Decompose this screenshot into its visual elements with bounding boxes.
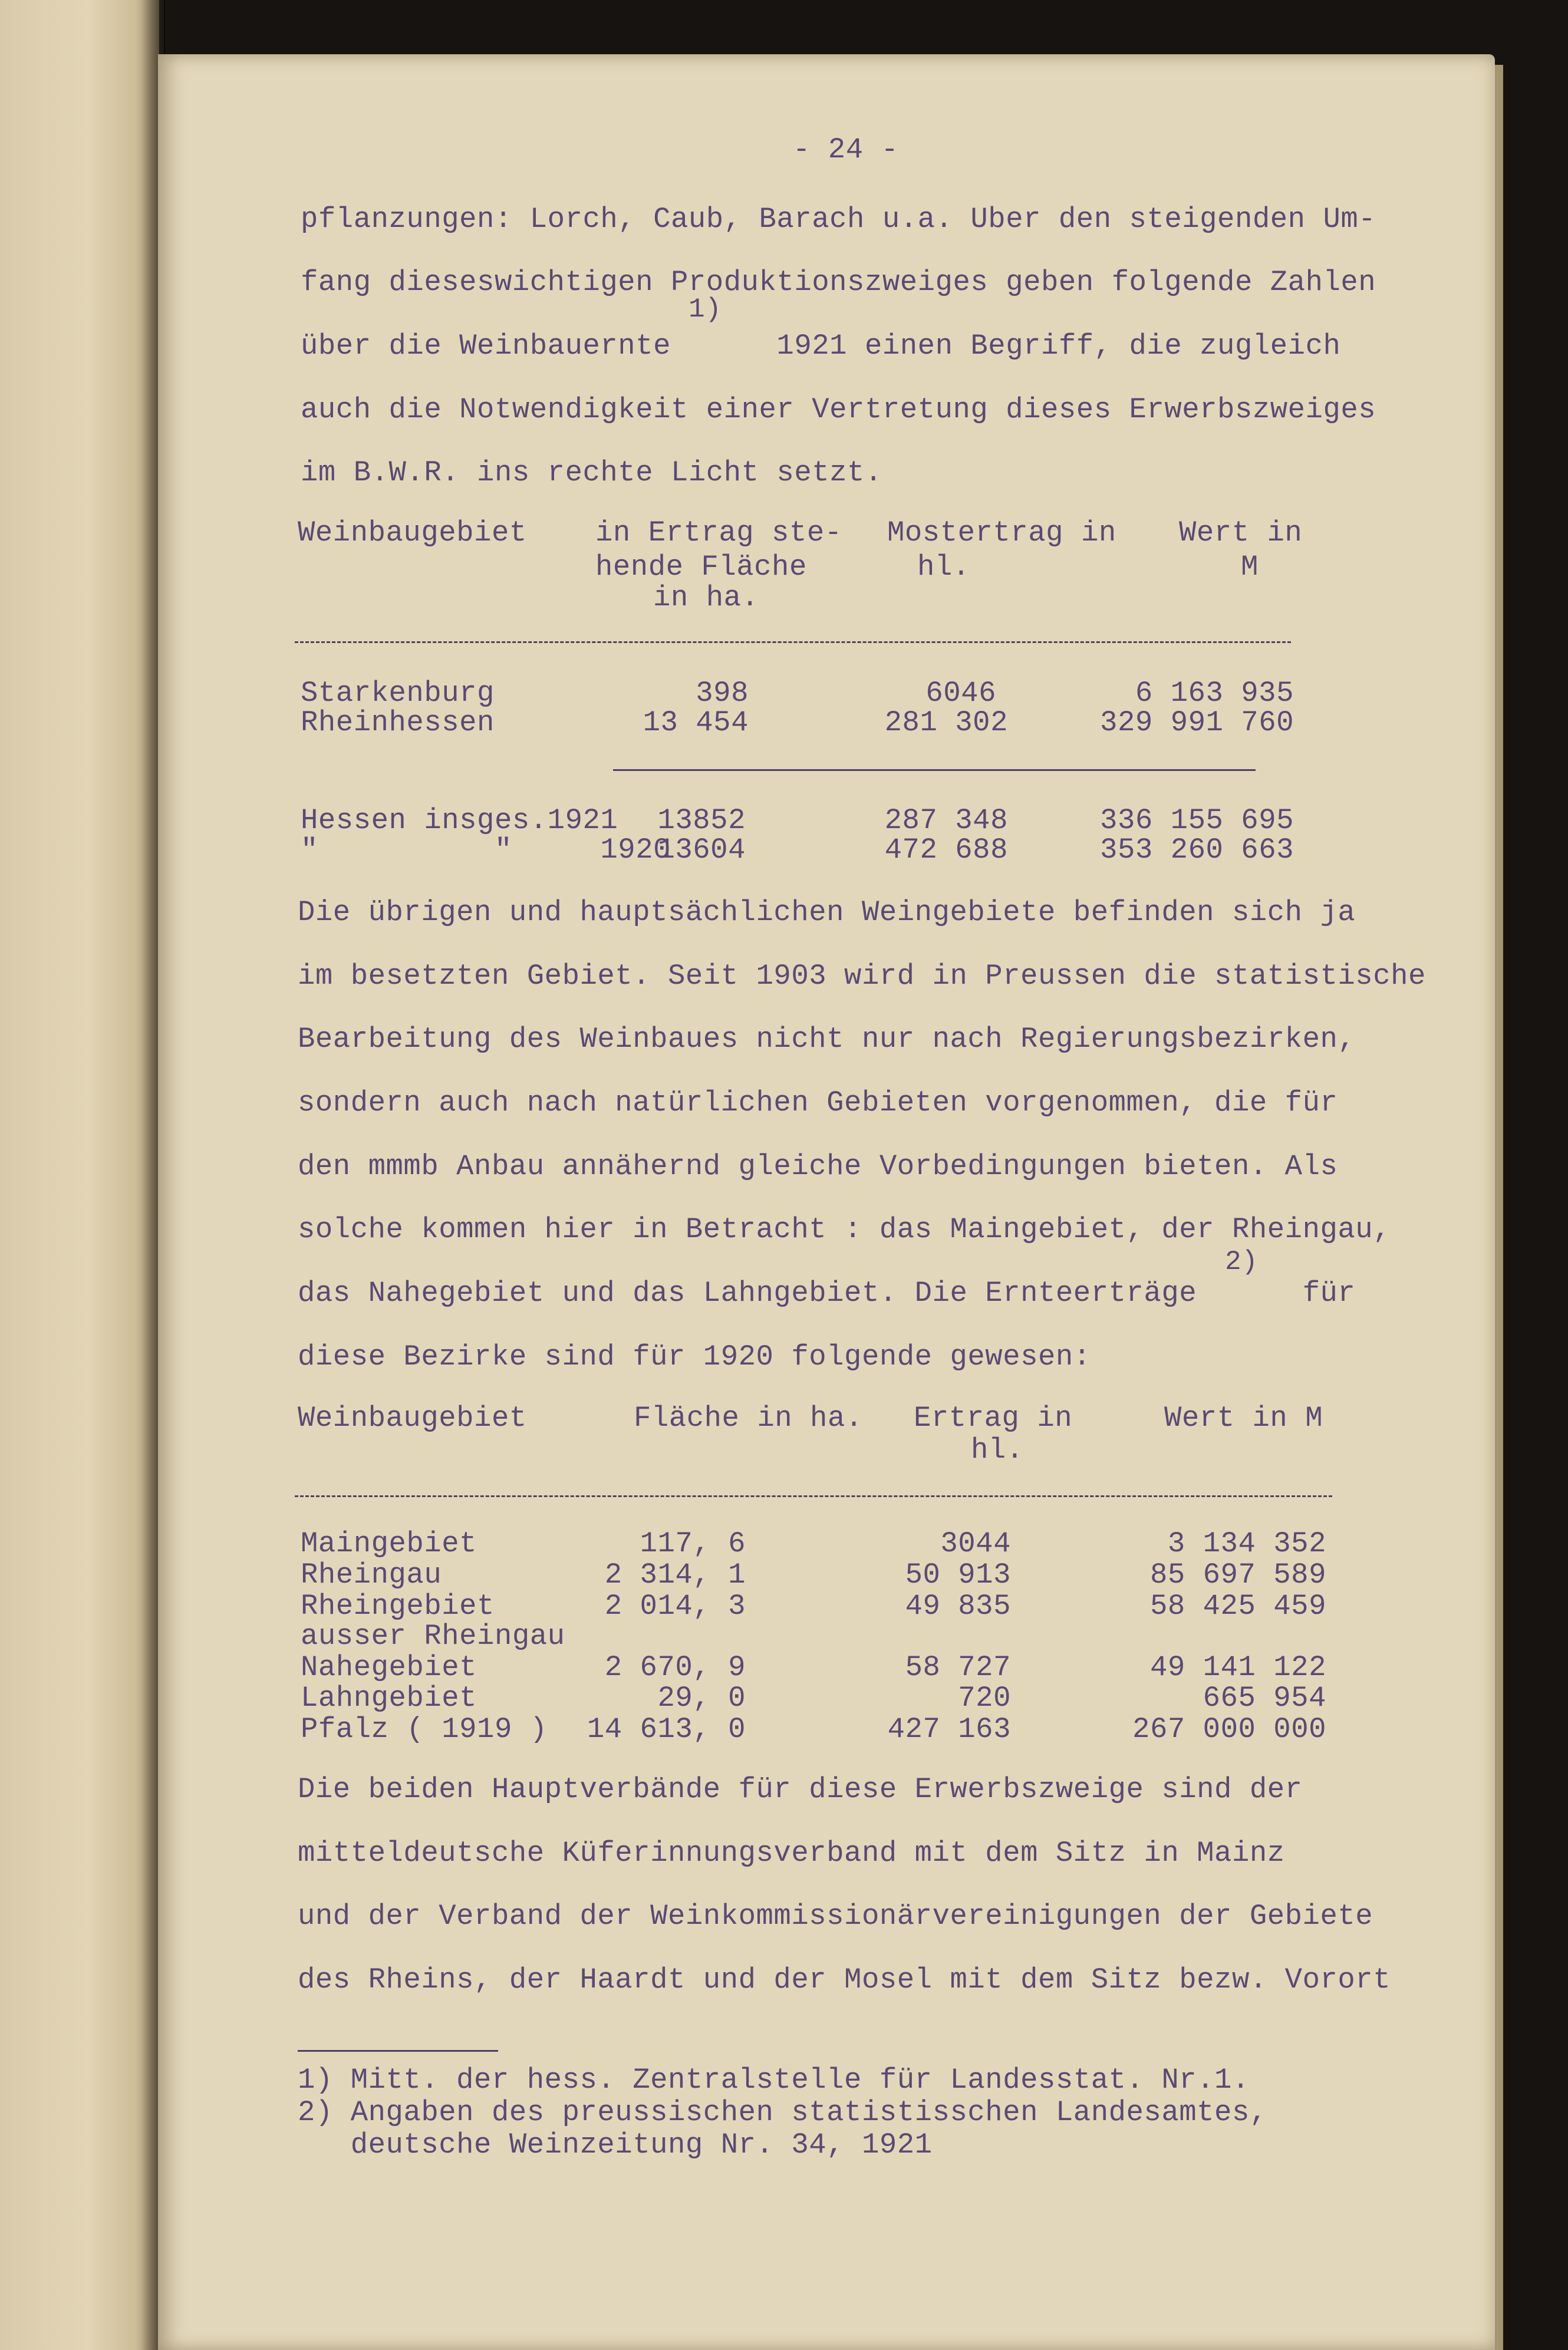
page-edge xyxy=(1495,65,1503,2350)
table1-total2-area: 13604 xyxy=(657,833,746,866)
table1-row1-area: 398 xyxy=(696,677,749,710)
page-number: - 24 - xyxy=(793,133,899,166)
paragraph1-line-5: im B.W.R. ins rechte Licht setzt. xyxy=(301,456,882,489)
table1-row2-yield: 281 302 xyxy=(884,706,1008,739)
footnote-1: 1) Mitt. der hess. Zentralstelle für Landesstat. Nr.1. xyxy=(298,2064,1250,2097)
table1-total2-yield: 472 688 xyxy=(884,833,1008,866)
table2-row7-yield: 427 163 xyxy=(887,1713,1011,1746)
table1-header-region: Weinbaugebiet xyxy=(298,516,527,549)
footnote-mark-1: 1) xyxy=(689,294,722,325)
paragraph1-line-4: auch die Notwendigkeit einer Vertretung dieses Erwerbszweiges xyxy=(301,393,1376,426)
table2-row2-yield: 50 913 xyxy=(905,1558,1011,1591)
table2-row5-yield: 58 727 xyxy=(905,1651,1011,1684)
paragraph2-line-2: im besetzten Gebiet. Seit 1903 wird in Preussen die statistische xyxy=(298,960,1426,993)
table2-header-rule xyxy=(295,1495,1332,1497)
table1-total-rule xyxy=(613,769,1256,771)
table2-row6-value: 665 954 xyxy=(1203,1682,1326,1715)
table1-total1-area: 13852 xyxy=(657,804,746,837)
table2-row2-area: 2 314, 1 xyxy=(604,1558,746,1591)
table1-row1-value: 6 163 935 xyxy=(1135,677,1294,710)
paragraph1-line-1: pflanzungen: Lorch, Caub, Barach u.a. Uber den steigenden Um- xyxy=(301,203,1376,236)
paragraph2-line-6: solche kommen hier in Betracht : das Maingebiet, der Rheingau, xyxy=(298,1213,1391,1246)
footnote-2: 2) Angaben des preussischen statistisschen Landesamtes, xyxy=(298,2096,1267,2129)
table2-row5-area: 2 670, 9 xyxy=(604,1651,746,1684)
table1-total1-yield: 287 348 xyxy=(884,804,1008,837)
left-page-edge xyxy=(0,0,164,2350)
table1-row2-area: 13 454 xyxy=(643,706,749,739)
paragraph3-line-1: Die beiden Hauptverbände für diese Erwerbszweige sind der xyxy=(298,1773,1303,1806)
table1-header-yield-1: Mostertrag in xyxy=(887,516,1116,549)
table2-row3-value: 58 425 459 xyxy=(1149,1590,1326,1623)
paragraph3-line-3: und der Verband der Weinkommissionärvereinigungen der Gebiete xyxy=(298,1900,1373,1933)
paragraph2-line-3: Bearbeitung des Weinbaues nicht nur nach Regierungsbezirken, xyxy=(298,1023,1356,1056)
table2-row7-area: 14 613, 0 xyxy=(587,1713,746,1746)
table1-total2-value: 353 260 663 xyxy=(1100,833,1294,866)
paragraph2-line-7: das Nahegebiet und das Lahngebiet. Die Ernteerträge für xyxy=(298,1277,1356,1310)
table2-header-area: Fläche in ha. xyxy=(634,1402,863,1435)
table1-header-value-2: M xyxy=(1241,551,1259,584)
paragraph2-line-8: diese Bezirke sind für 1920 folgende gewesen: xyxy=(298,1340,1091,1373)
table2-header-yield-1: Ertrag in xyxy=(914,1402,1073,1435)
table2-row3-yield: 49 835 xyxy=(905,1590,1011,1623)
table2-header-yield-2: hl. xyxy=(971,1433,1024,1466)
table1-row1-yield: 6046 xyxy=(925,677,996,710)
table2-row1-region: Maingebiet xyxy=(301,1527,477,1560)
table1-row1-region: Starkenburg xyxy=(301,677,495,710)
table2-row3-area: 2 014, 3 xyxy=(604,1590,746,1623)
table1-header-value-1: Wert in xyxy=(1179,516,1303,549)
table2-row7-value: 267 000 000 xyxy=(1132,1713,1326,1746)
paragraph1-line-2: fang dieseswichtigen Produktionszweiges geben folgende Zahlen xyxy=(301,266,1376,299)
table1-header-area-3: in ha. xyxy=(653,581,759,614)
table2-row6-region: Lahngebiet xyxy=(301,1682,477,1715)
table2-header-value: Wert in M xyxy=(1164,1402,1323,1435)
table2-header-region: Weinbaugebiet xyxy=(298,1402,527,1435)
table1-header-yield-2: hl. xyxy=(917,551,970,584)
table2-row5-value: 49 141 122 xyxy=(1149,1651,1326,1684)
table2-row7-region: Pfalz ( 1919 ) xyxy=(301,1713,548,1746)
table1-header-area-2: hende Fläche xyxy=(595,551,807,584)
table1-header-rule xyxy=(295,641,1291,643)
footnote-rule xyxy=(298,2050,498,2052)
footnote-mark-2: 2) xyxy=(1225,1247,1259,1277)
footnote-2-continued: deutsche Weinzeitung Nr. 34, 1921 xyxy=(298,2128,933,2161)
table2-row6-area: 29, 0 xyxy=(657,1682,746,1715)
table2-row1-yield: 3044 xyxy=(940,1527,1011,1560)
paragraph2-line-1: Die übrigen und hauptsächlichen Weingebiete befinden sich ja xyxy=(298,896,1356,929)
table1-row2-value: 329 991 760 xyxy=(1100,706,1294,739)
table1-header-area-1: in Ertrag ste- xyxy=(595,516,842,549)
table1-row2-region: Rheinhessen xyxy=(301,706,495,739)
paragraph1-line-3: über die Weinbauernte 1921 einen Begriff, die zugleich xyxy=(301,329,1341,362)
table2-row2-value: 85 697 589 xyxy=(1149,1558,1326,1591)
table2-row5-region: Nahegebiet xyxy=(301,1651,477,1684)
table1-total1-region: Hessen insges.1921 xyxy=(301,804,618,837)
paragraph2-line-5: den mmmb Anbau annähernd gleiche Vorbedingungen bieten. Als xyxy=(298,1150,1338,1183)
paragraph2-line-4: sondern auch nach natürlichen Gebieten vorgenommen, die für xyxy=(298,1086,1338,1119)
paragraph3-line-4: des Rheins, der Haardt und der Mosel mit dem Sitz bezw. Vorort xyxy=(298,1963,1391,1996)
table2-row4-region: ausser Rheingau xyxy=(301,1620,565,1653)
table1-total2-region: " " 1920 xyxy=(301,833,671,866)
table2-row1-value: 3 134 352 xyxy=(1167,1527,1326,1560)
table2-row6-yield: 720 xyxy=(958,1682,1011,1715)
table2-row3-region: Rheingebiet xyxy=(301,1590,495,1623)
paragraph3-line-2: mitteldeutsche Küferinnungsverband mit dem Sitz in Mainz xyxy=(298,1837,1285,1870)
table2-row1-area: 117, 6 xyxy=(640,1527,746,1560)
table1-total1-value: 336 155 695 xyxy=(1100,804,1294,837)
table2-row2-region: Rheingau xyxy=(301,1558,442,1591)
